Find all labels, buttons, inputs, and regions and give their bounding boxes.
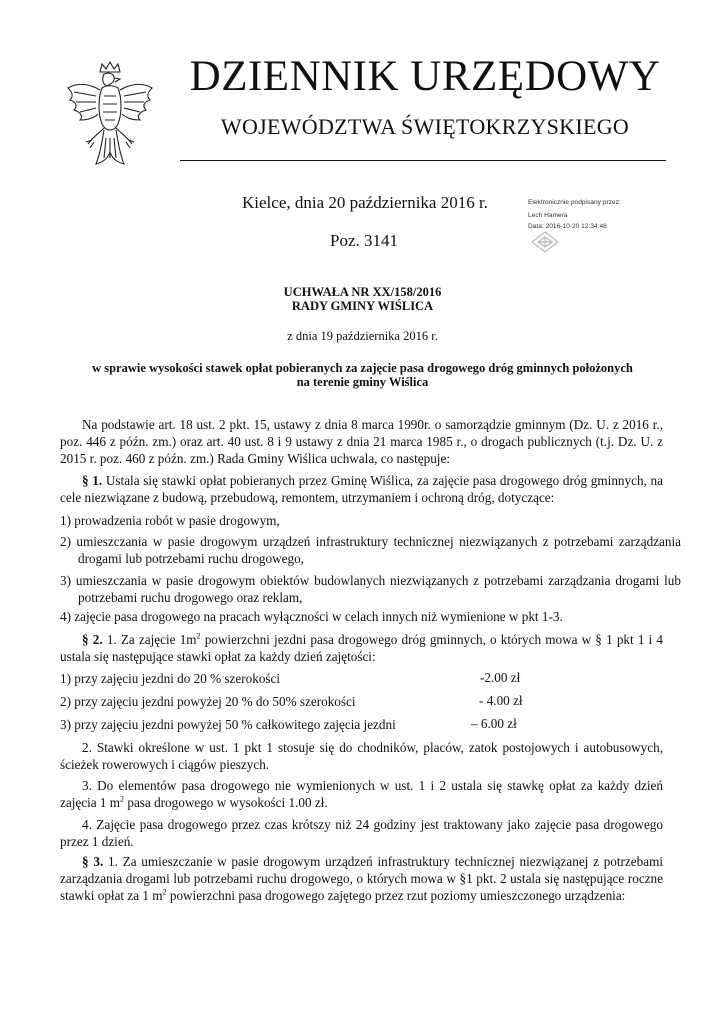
list-item: 2) umieszczania w pasie drogowym urządzeń infrastruktury technicznej niezwiązanych z potrzebami zarządzania drogami lub potrzebami ruchu drogowego, xyxy=(60,534,681,566)
list-item: 4) zajęcie pasa drogowego na pracach wyłączności w celach innych niż wymienione w pkt 1-3. xyxy=(60,609,563,624)
paragraph-2-text-b: powierzchni jezdni pasa drogowego dróg gminnych, o których mowa w § 1 pkt 1 i 4 ustala się następujące stawki opłat za każdy dzień zajętości: xyxy=(60,632,664,664)
paragraph-2-point-2: 2. Stawki określone w ust. 1 pkt 1 stosuje się do chodników, placów, zatok postojowych i autobusowych, ścieżek rowerowych i ciągów pieszych. xyxy=(60,740,663,772)
superscript-2: 2 xyxy=(196,631,201,641)
paragraph-2-text-a: 1. Za zajęcie 1m xyxy=(102,632,197,647)
rate-label: 3) przy zajęciu jezdni powyżej 50 % całkowitego zajęcia jezdni xyxy=(60,717,396,732)
paragraph-1-label: § 1. xyxy=(82,473,103,488)
resolution-subject-line2: na terenie gminy Wiślica xyxy=(296,375,429,389)
resolution-date: z dnia 19 października 2016 r. xyxy=(287,329,438,343)
journal-title: DZIENNIK URZĘDOWY xyxy=(189,53,661,100)
paragraph-1 xyxy=(60,472,663,506)
position-number: Poz. 3141 xyxy=(330,231,398,250)
eagle-emblem-icon xyxy=(62,58,158,170)
list-item: 3) umieszczania w pasie drogowym obiektów budowlanych niezwiązanych z potrzebami zarządzania drogami lub potrzebami ruchu drogowego oraz reklam, xyxy=(60,573,681,605)
paragraph-3 xyxy=(60,853,663,904)
paragraph-2-point-3 xyxy=(60,777,663,811)
publication-date: Kielce, dnia 20 października 2016 r. xyxy=(242,193,488,212)
rate-label: 2) przy zajęciu jezdni powyżej 20 % do 50% szerokości xyxy=(60,694,356,709)
paragraph-1-text: Ustala się stawki opłat pobieranych przez Gminę Wiślica, za zajęcie pasa drogowego dróg gminnych, na cele niezwiązane z budową, przebudową, remontem, utrzymaniem i ochroną dróg, dotyczące: xyxy=(60,473,663,505)
header-divider xyxy=(180,160,666,161)
paragraph-3-text-a: 1. Za umieszczanie w pasie drogowym urządzeń infrastruktury technicznej niezwiązanej z potrzebami zarządzania drogami lub potrzebami ruchu drogowego, o których mowa w §1 pkt. 2 ustala się następujące roczne stawki opłat za 1 m xyxy=(60,854,664,903)
paragraph-3-text-b: powierzchni pasa drogowego zajętego przez rzut poziomy umieszczonego urządzenia: xyxy=(166,888,626,903)
preamble: Na podstawie art. 18 ust. 2 pkt. 15, ustawy z dnia 8 marca 1990r. o samorządzie gminnym (Dz. U. z 2016 r., poz. 446 z późn. zm.) oraz art. 40 ust. 8 i 9 ustawy z dnia 21 marca 1985 r., o drogach publicznych (t.j. Dz. U. z 2015 r. poz. 460 z późn. zm.) Rada Gminy Wiślica uchwala, co następuje: xyxy=(60,417,663,466)
resolution-subject-line1: w sprawie wysokości stawek opłat pobieranych za zajęcie pasa drogowego dróg gminnych położonych xyxy=(92,361,633,375)
electronic-signature xyxy=(520,196,660,258)
signature-signer: Lech Hamera xyxy=(528,212,568,219)
resolution-body: RADY GMINY WIŚLICA xyxy=(291,299,434,313)
rate-label: 1) przy zajęciu jezdni do 20 % szerokości xyxy=(60,671,281,686)
paragraph-2 xyxy=(60,631,663,665)
superscript-2: 2 xyxy=(162,887,167,897)
paragraph-2-label: § 2. xyxy=(82,632,103,647)
signature-date: Data: 2016-10-20 12:34:48 xyxy=(528,223,607,230)
rate-amount: -2.00 zł xyxy=(480,670,521,685)
rate-amount: - 4.00 zł xyxy=(479,693,523,708)
paragraph-2-point-3-a: 3. Do elementów pasa drogowego nie wymienionych w ust. 1 i 2 ustala się stawkę opłat za każdy dzień zajęcia 1 m xyxy=(60,778,663,810)
resolution-number: UCHWAŁA NR XX/158/2016 xyxy=(283,285,442,299)
paragraph-3-label: § 3. xyxy=(82,854,104,869)
signature-label: Elektronicznie podpisany przez: xyxy=(528,199,621,206)
list-item: 1) prowadzenia robót w pasie drogowym, xyxy=(60,513,280,528)
journal-subtitle: WOJEWÓDZTWA ŚWIĘTOKRZYSKIEGO xyxy=(220,114,630,139)
paragraph-2-point-3-b: pasa drogowego w wysokości 1.00 zł. xyxy=(124,795,328,810)
rate-amount: – 6.00 zł xyxy=(471,716,517,731)
superscript-2: 2 xyxy=(120,794,125,804)
signature-seal-icon xyxy=(528,229,562,255)
paragraph-2-point-4: 4. Zajęcie pasa drogowego przez czas krótszy niż 24 godziny jest traktowany jako zajęcie pasa drogowego przez 1 dzień. xyxy=(60,817,663,849)
